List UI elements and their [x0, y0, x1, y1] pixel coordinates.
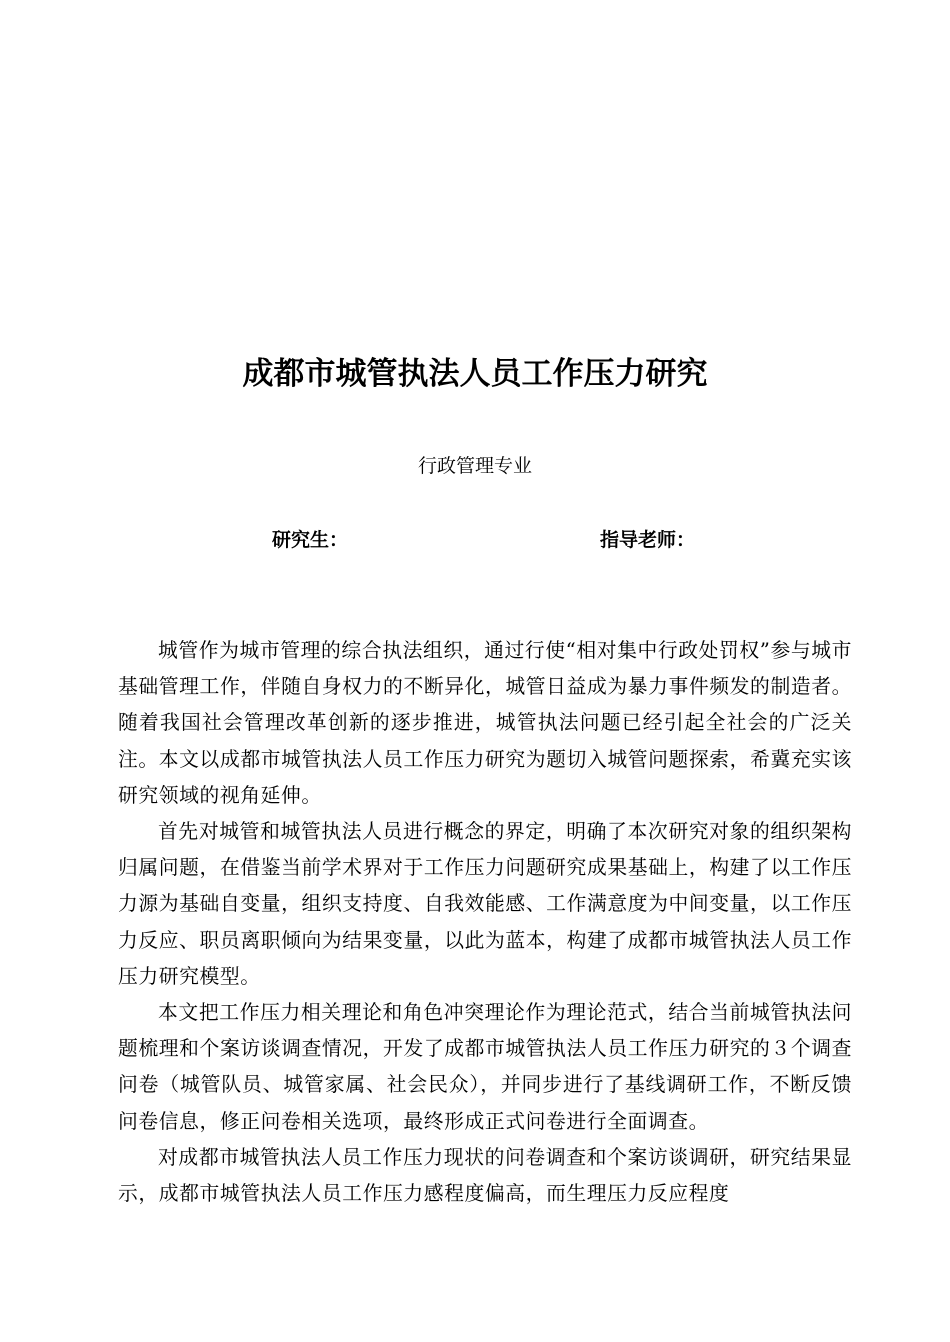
document-title: 成都市城管执法人员工作压力研究 — [242, 356, 708, 392]
paragraph: 城管作为城市管理的综合执法组织，通过行使“相对集中行政处罚权”参与城市基础管理工作，伴随自身权力的不断异化，城管日益成为暴力事件频发的制造者。随着我国社会管理改革创新的逐步推进，城管执法问题已经引起全社会的广泛关注。本文以成都市城管执法人员工作压力研究为题切入城管问题探索，希冀充实该研究领域的视角延伸。 — [118, 639, 853, 807]
student-label: 研究生： — [272, 529, 349, 551]
abstract-body — [118, 633, 852, 1212]
paragraph: 本文把工作压力相关理论和角色冲突理论作为理论范式，结合当前城管执法问题梳理和个案访谈调查情况，开发了成都市城管执法人员工作压力研究的３个调查问卷（城管队员、城管家属、社会民众），并同步进行了基线调研工作，不断反馈问卷信息，修正问卷相关选项，最终形成正式问卷进行全面调查。 — [118, 1001, 852, 1133]
major-label: 行政管理专业 — [417, 455, 532, 477]
advisor-label: 指导老师： — [600, 529, 696, 551]
paragraph: 对成都市城管执法人员工作压力现状的问卷调查和个案访谈调研，研究结果显示，成都市城管执法人员工作压力感程度偏高，而生理压力反应程度 — [118, 1145, 852, 1206]
paragraph: 首先对城管和城管执法人员进行概念的界定，明确了本次研究对象的组织架构归属问题，在借鉴当前学术界对于工作压力问题研究成果基础上，构建了以工作压力源为基础自变量，组织支持度、自我效能感、工作满意度为中间变量，以工作压力反应、职员离职倾向为结果变量，以此为蓝本，构建了成都市城管执法人员工作压力研究模型。 — [118, 820, 852, 988]
